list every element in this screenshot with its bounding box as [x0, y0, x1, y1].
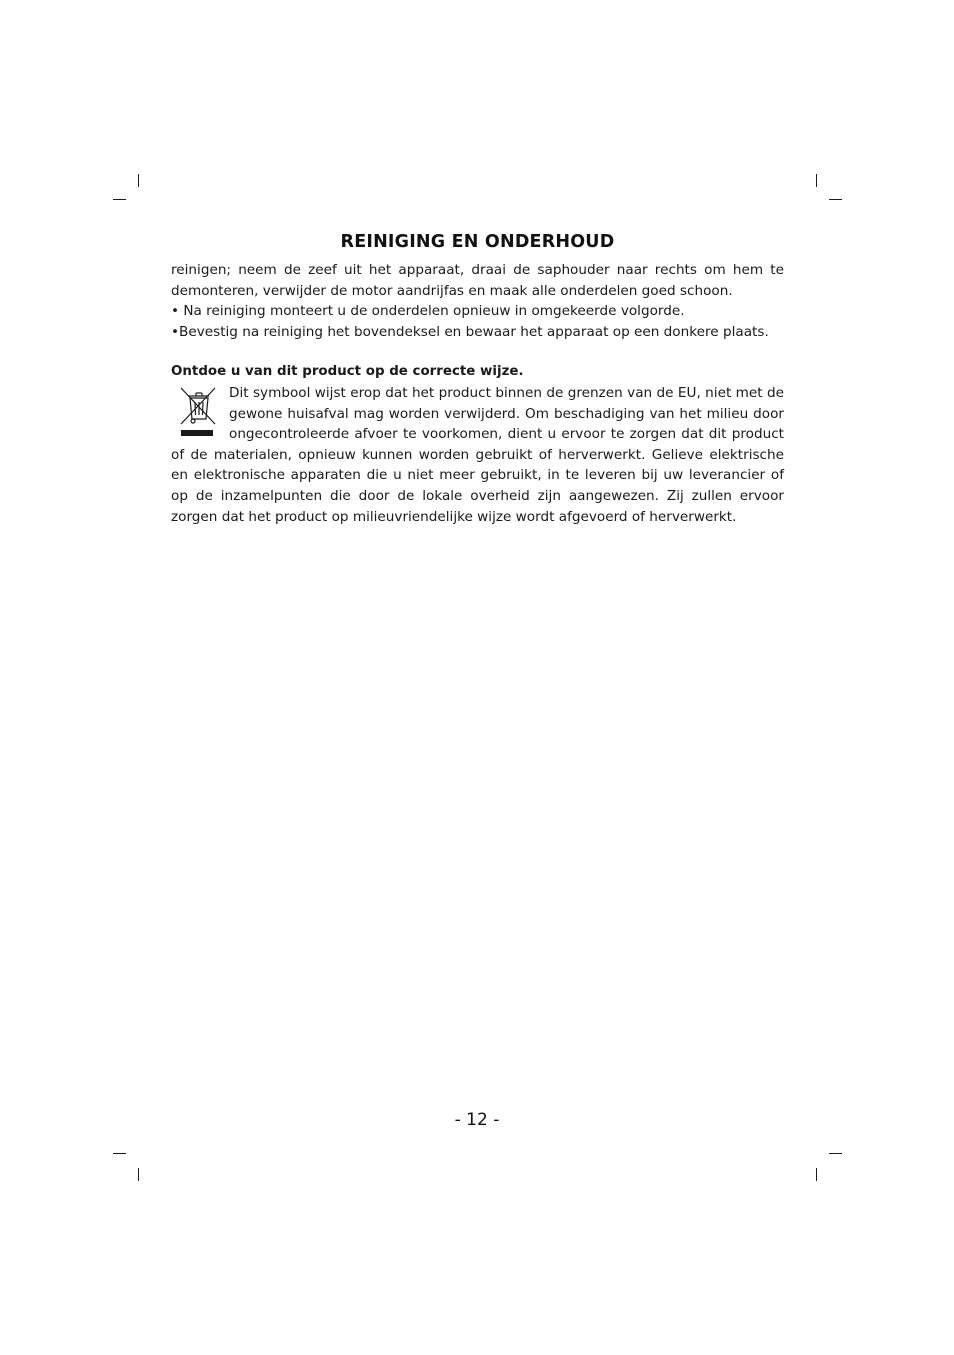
crop-mark-top-right-vertical [816, 174, 817, 187]
crop-mark-bottom-left-horizontal [113, 1153, 126, 1154]
disposal-heading: Ontdoe u van dit product op de correcte wijze. [171, 364, 524, 380]
bullet-store: •Bevestig na reiniging het bovendeksel en bewaar het apparaat op een donkere plaats. [171, 323, 769, 340]
crop-mark-top-right-horizontal [829, 199, 842, 200]
disposal-block [171, 383, 784, 527]
crop-mark-bottom-left-vertical [138, 1168, 139, 1181]
crop-mark-bottom-right-horizontal [829, 1153, 842, 1154]
crop-mark-top-left-horizontal [113, 199, 126, 200]
page-number: - 12 - [454, 1110, 500, 1130]
page-content [171, 229, 784, 527]
disposal-text: Dit symbool wijst erop dat het product binnen de grenzen van de EU, niet met de gewone huisafval mag worden verwijderd. Om beschadiging van het milieu door ongecontroleerde afvoer te voorkomen, dient u ervoor te zorgen dat dit product of de materialen, opnieuw kunnen worden gebruikt of herverwerkt. Gelieve elektrische en elektronische apparaten die u niet meer gebruikt, in te leveren bij uw leverancier of op de inzamelpunten die door de lokale overheid zijn aangewezen. Zij zullen ervoor zorgen dat het product op milieuvriendelijke wijze wordt afgevoerd of herverwerkt. [171, 384, 784, 525]
crop-mark-bottom-right-vertical [816, 1168, 817, 1181]
section-title: REINIGING EN ONDERHOUD [340, 232, 615, 252]
cleaning-paragraph: reinigen; neem de zeef uit het apparaat, draai de saphouder naar rechts om hem te demonteren, verwijder de motor aandrijfas en maak alle onderdelen goed schoon. [171, 262, 784, 299]
bullet-reassemble: • Na reiniging monteert u de onderdelen opnieuw in omgekeerde volgorde. [171, 303, 685, 320]
crop-mark-top-left-vertical [138, 174, 139, 187]
crossed-out-wheelie-bin-icon [177, 386, 221, 438]
